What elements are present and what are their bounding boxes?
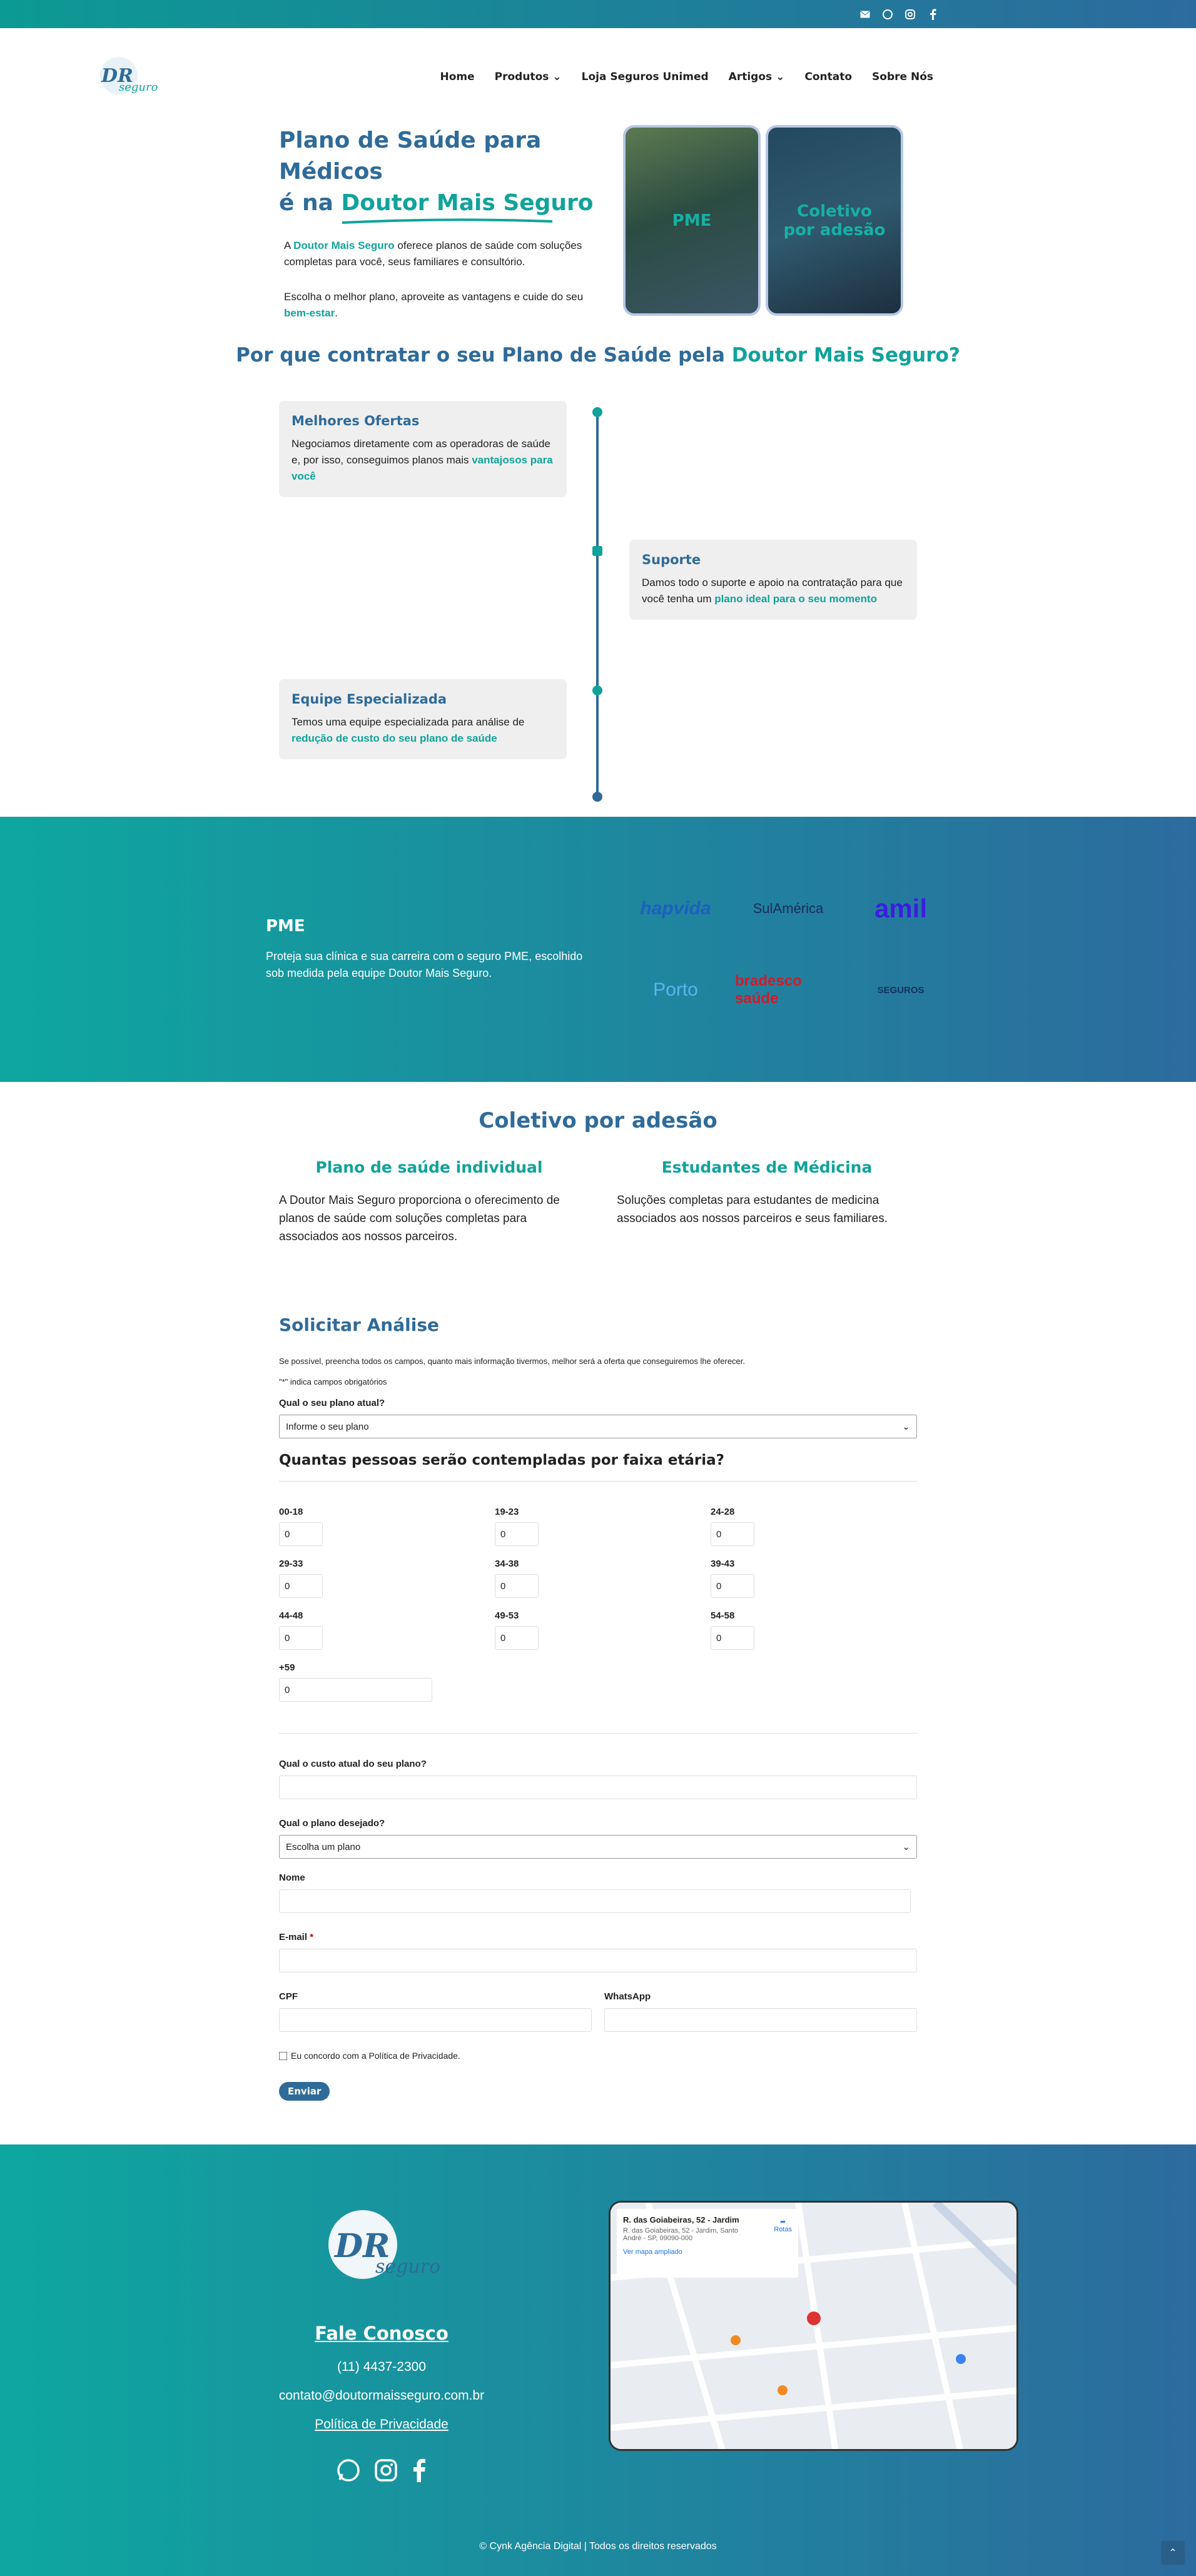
age-label: +59: [279, 1662, 295, 1673]
desired-plan-value: Escolha um plano: [286, 1841, 361, 1852]
card-pme[interactable]: [623, 125, 761, 316]
logo-amil: amil: [874, 894, 928, 923]
whatsapp-input[interactable]: [604, 2008, 917, 2032]
coletivo-individual-text: A Doutor Mais Seguro proporciona o oferecimento de planos de saúde com soluções completas para associados aos nossos parceiros.: [279, 1194, 560, 1243]
age-label: 19-23: [495, 1507, 519, 1517]
scroll-top-button[interactable]: [1161, 2541, 1185, 2565]
top-bar: [0, 0, 1196, 28]
age-field: [279, 1610, 495, 1650]
current-plan-label: Qual o seu plano atual?: [279, 1398, 385, 1408]
email-icon[interactable]: [858, 8, 872, 21]
chevron-down-icon: ⌄: [902, 1422, 910, 1432]
location-map[interactable]: [609, 2201, 1018, 2451]
footer-socials: [269, 2458, 494, 2485]
age-input[interactable]: 0: [279, 1678, 432, 1702]
email-label: [279, 1932, 917, 1942]
contact-title: Fale Conosco: [315, 2323, 448, 2344]
coletivo-estudantes-text: Soluções completas para estudantes de medicina associados aos nossos parceiros e seus familiares.: [617, 1194, 888, 1225]
nav-loja-unimed[interactable]: Loja Seguros Unimed: [581, 70, 709, 83]
nav-produtos[interactable]: [495, 71, 562, 83]
hero-p1-c: oferece planos de saúde com soluções completas para você, seus familiares e consultório.: [284, 240, 582, 268]
hero-title: [279, 125, 604, 219]
age-input[interactable]: 0: [279, 1522, 323, 1546]
form-title: Solicitar Análise: [279, 1315, 439, 1335]
logo-sulamerica: SulAmérica: [753, 901, 824, 916]
age-label: 49-53: [495, 1610, 519, 1621]
support-icon: [592, 546, 602, 556]
instagram-icon[interactable]: [374, 2458, 398, 2485]
age-field: [711, 1507, 917, 1546]
cpf-whatsapp-row: [279, 1991, 917, 2051]
hero-p2-c: .: [335, 307, 338, 319]
hero-section: [0, 125, 1196, 319]
form-required-note: "*" indica campos obrigatórios: [279, 1377, 387, 1386]
svg-text:seguro: seguro: [375, 2256, 441, 2278]
consent-label: Eu concordo com a Política de Privacidade.: [291, 2051, 460, 2061]
footer-logo: [313, 2201, 450, 2301]
hero-title-line1: Plano de Saúde para Médicos: [279, 128, 542, 184]
privacy-link[interactable]: Política de Privacidade: [315, 2417, 448, 2432]
nav-home[interactable]: Home: [440, 70, 475, 83]
nav-sobre[interactable]: Sobre Nós: [872, 70, 933, 83]
age-label: 24-28: [711, 1507, 735, 1517]
logo-text-dr: DR: [101, 64, 133, 87]
cost-label: Qual o custo atual do seu plano?: [279, 1759, 427, 1769]
main-nav: [440, 71, 934, 83]
benefits-timeline: [279, 401, 917, 817]
nav-produtos-label: Produtos: [494, 70, 549, 83]
logo-text-seguro: seguro: [119, 80, 158, 94]
pme-section: [0, 817, 1196, 1082]
cost-input[interactable]: [279, 1775, 917, 1799]
divider: [279, 1733, 917, 1734]
ages-heading: Quantas pessoas serão contempladas por faixa etária?: [279, 1452, 917, 1482]
age-label: 34-38: [495, 1558, 519, 1569]
current-plan-value: Informe o seu plano: [286, 1421, 369, 1432]
nav-contato[interactable]: Contato: [804, 70, 853, 83]
benefit-text: [642, 575, 905, 607]
why-title: [0, 344, 1196, 366]
chevron-down-icon: ⌄: [552, 70, 562, 83]
card-coletivo[interactable]: [766, 125, 903, 316]
age-field: [495, 1610, 711, 1650]
name-input[interactable]: [279, 1889, 911, 1913]
map-info-card: [617, 2209, 798, 2278]
hero-p2-link[interactable]: bem-estar: [284, 307, 335, 319]
tag-icon: [592, 407, 602, 417]
hero-p1-brand: Doutor Mais Seguro: [293, 240, 395, 251]
benefit-card: [629, 540, 917, 620]
directions-icon: ➦: [780, 2218, 786, 2226]
timeline-end-dot: [592, 792, 602, 802]
why-title-a: Por que contratar o seu Plano de Saúde pela: [236, 344, 725, 366]
facebook-icon[interactable]: [926, 8, 940, 21]
email-input[interactable]: [279, 1949, 917, 1972]
svg-text:DR: DR: [335, 2227, 390, 2265]
timeline-line: [596, 413, 599, 795]
age-label: 54-58: [711, 1610, 735, 1621]
nav-artigos[interactable]: [729, 71, 785, 83]
why-title-b: Doutor Mais Seguro?: [731, 344, 960, 366]
contact-phone[interactable]: (11) 4437-2300: [337, 2360, 427, 2374]
age-input[interactable]: 0: [495, 1522, 539, 1546]
pme-title: PME: [266, 917, 305, 936]
hero-title-highlight: [341, 188, 593, 219]
chevron-up-icon: ⌃: [1168, 2548, 1177, 2558]
age-input[interactable]: 0: [279, 1574, 323, 1598]
map-routes-label: Rotas: [774, 2226, 792, 2233]
nav-artigos-label: Artigos: [728, 70, 773, 83]
contact-email[interactable]: contato@doutormaisseguro.com.br: [278, 2388, 485, 2403]
logo-seguros: SEGUROS: [877, 984, 925, 996]
benefit-text-main: Temos uma equipe especializada para análise de: [291, 716, 525, 728]
team-icon: [592, 685, 602, 695]
age-field: [495, 1507, 711, 1546]
age-input[interactable]: 0: [495, 1626, 539, 1650]
hero-paragraph-1: [279, 238, 598, 270]
logo-bradesco: bradesco saúde: [735, 972, 802, 1007]
coletivo-individual-title: Plano de saúde individual: [315, 1158, 543, 1176]
consent-row: [279, 2051, 917, 2061]
whatsapp-icon[interactable]: [337, 2458, 360, 2485]
age-input[interactable]: 0: [279, 1626, 323, 1650]
whatsapp-icon[interactable]: [881, 8, 894, 21]
age-label: 39-43: [711, 1558, 735, 1569]
map-directions[interactable]: [774, 2218, 792, 2233]
copyright: © Cynk Agência Digital | Todos os direitos reservados: [479, 2541, 717, 2552]
age-field: [279, 1507, 495, 1546]
cpf-label: CPF: [279, 1991, 298, 2002]
coletivo-estudantes-title: Estudantes de Médicina: [661, 1158, 873, 1176]
map-larger-link[interactable]: Ver mapa ampliado: [623, 2248, 682, 2256]
name-label: Nome: [279, 1872, 305, 1883]
required-mark: *: [310, 1932, 314, 1942]
benefit-card: [279, 679, 567, 759]
age-label: 00-18: [279, 1507, 303, 1517]
age-field: [711, 1558, 917, 1598]
chevron-down-icon: ⌄: [776, 70, 785, 83]
benefit-text-strong: vantajosos para você: [291, 454, 553, 482]
hero-p2-a: Escolha o melhor plano, aproveite as vantagens e cuide do seu: [284, 291, 584, 303]
benefit-title: Melhores Ofertas: [291, 413, 420, 428]
coletivo-grid: [279, 1158, 917, 1246]
benefit-text-strong: plano ideal para o seu momento: [714, 593, 878, 605]
hero-title-prefix: é na: [279, 190, 333, 216]
benefit-text: [291, 714, 554, 747]
age-field: [279, 1558, 495, 1598]
submit-button[interactable]: Enviar: [279, 2082, 330, 2101]
map-title: R. das Goiabeiras, 52 - Jardim: [623, 2215, 739, 2225]
hero-p1-a: A: [284, 240, 291, 251]
benefit-text: [291, 436, 554, 485]
cpf-input[interactable]: [279, 2008, 592, 2032]
coletivo-title: Coletivo por adesão: [479, 1108, 717, 1133]
benefit-text-strong: redução de custo do seu plano de saúde: [291, 732, 497, 744]
age-field: [495, 1558, 711, 1598]
age-input[interactable]: 0: [711, 1626, 754, 1650]
age-input[interactable]: 0: [711, 1522, 754, 1546]
coletivo-estudantes: [617, 1158, 917, 1246]
site-logo[interactable]: [94, 52, 163, 102]
map-address: R. das Goiabeiras, 52 - Jardim, Santo André - SP, 09090-000: [623, 2227, 739, 2242]
benefit-title: Equipe Especializada: [291, 692, 447, 707]
consent-checkbox[interactable]: [279, 2052, 287, 2060]
age-label: 44-48: [279, 1610, 303, 1621]
coletivo-individual: [279, 1158, 579, 1246]
logo-hapvida: hapvida: [640, 898, 711, 919]
age-field: [279, 1662, 495, 1702]
benefit-title: Suporte: [642, 552, 701, 567]
instagram-icon[interactable]: [903, 8, 917, 21]
analysis-form: [279, 1315, 917, 2101]
email-label-text: E-mail: [279, 1932, 308, 1942]
facebook-icon[interactable]: [412, 2458, 427, 2485]
site-footer: [0, 2144, 1196, 2576]
desired-plan-select[interactable]: [279, 1835, 917, 1859]
benefit-text-main: Damos todo o suporte e apoio na contratação para que você tenha um: [642, 577, 903, 605]
whatsapp-label: WhatsApp: [604, 1991, 651, 2002]
site-header: [0, 28, 1196, 125]
hero-highlight-text: Doutor Mais Seguro: [341, 190, 594, 216]
age-input[interactable]: 0: [711, 1574, 754, 1598]
desired-plan-label: Qual o plano desejado?: [279, 1818, 385, 1829]
logo-porto: Porto: [653, 979, 698, 1000]
age-field: [711, 1610, 917, 1650]
benefit-text-main: Negociamos diretamente com as operadoras de saúde e, por isso, conseguimos planos mais: [291, 438, 550, 466]
insurer-logos: [622, 881, 954, 1018]
card-pme-label: PME: [672, 211, 712, 230]
pme-text: Proteja sua clínica e sua carreira com o seguro PME, escolhido sob medida pela equipe Doutor Mais Seguro.: [266, 950, 583, 979]
card-coletivo-label: Coletivo por adesão: [783, 201, 886, 240]
age-input[interactable]: 0: [495, 1574, 539, 1598]
hero-paragraph-2: [279, 289, 598, 321]
form-note: Se possível, preencha todos os campos, quanto mais informação tivermos, melhor será a oferta que conseguiremos lhe oferecer.: [279, 1356, 745, 1366]
age-grid: [279, 1507, 917, 1702]
current-plan-select[interactable]: [279, 1415, 917, 1438]
chevron-down-icon: ⌄: [902, 1842, 910, 1852]
footer-contact: [269, 2201, 494, 2485]
benefit-card: [279, 401, 567, 497]
age-label: 29-33: [279, 1558, 303, 1569]
